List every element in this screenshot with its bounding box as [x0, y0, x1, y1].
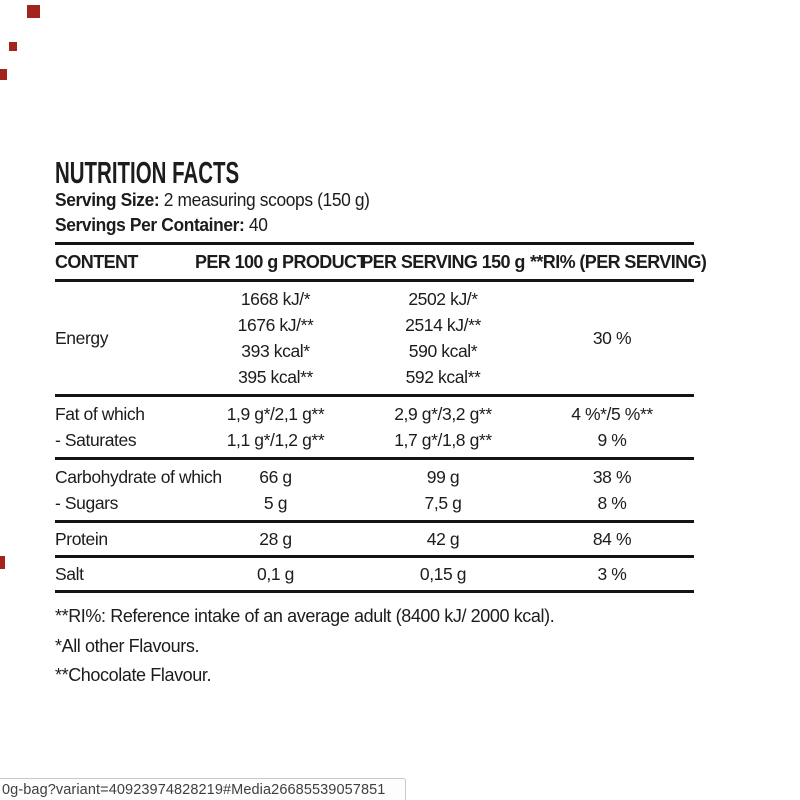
status-bar-url: 0g-bag?variant=40923974828219#Media26685539057851	[2, 782, 386, 798]
servings-per-container-value: 40	[248, 213, 268, 235]
nutrition-rows	[55, 282, 694, 593]
footnote-ri: **RI%: Reference intake of an average adult (8400 kJ/ 2000 kcal).	[55, 606, 555, 626]
cell-name: Salt	[55, 564, 84, 584]
footnotes	[55, 602, 694, 691]
serving-size-value: 2 measuring scoops (150 g)	[163, 189, 370, 210]
red-artifact-3	[0, 69, 7, 80]
cell-per-100g: 1,9 g*/2,1 g** 1,1 g*/1,2 g**	[226, 404, 325, 450]
footnote-chocolate-flavour: **Chocolate Flavour.	[55, 665, 212, 685]
header-per-serving: PER SERVING 150 g	[361, 251, 525, 272]
header-content: CONTENT	[55, 251, 138, 272]
table-row	[55, 558, 694, 593]
cell-name: Carbohydrate of which - Sugars	[55, 467, 222, 513]
cell-name: Fat of which - Saturates	[55, 404, 145, 450]
red-artifact-4	[0, 556, 5, 569]
table-row	[55, 397, 694, 460]
red-artifact-1	[27, 5, 40, 18]
header-ri-percent: **RI% (PER SERVING)	[530, 251, 707, 272]
table-row	[55, 282, 694, 397]
cell-ri-percent: 4 %*/5 %** 9 %	[571, 404, 653, 450]
cell-name: Protein	[55, 529, 108, 549]
red-artifact-2	[9, 42, 17, 51]
cell-per-serving: 2,9 g*/3,2 g** 1,7 g*/1,8 g**	[394, 404, 492, 450]
cell-per-100g: 28 g	[259, 529, 292, 549]
servings-per-container-line	[55, 213, 656, 238]
cell-per-serving: 2502 kJ/* 2514 kJ/** 590 kcal* 592 kcal**	[405, 289, 481, 387]
cell-per-100g: 66 g 5 g	[259, 467, 292, 513]
cell-ri-percent: 38 % 8 %	[592, 467, 632, 513]
cell-ri-percent: 84 %	[592, 529, 632, 549]
serving-size-line	[55, 188, 656, 213]
table-row	[55, 523, 694, 558]
cell-per-100g: 0,1 g	[257, 564, 294, 584]
page-title: NUTRITION FACTS	[55, 155, 240, 190]
cell-per-serving: 99 g 7,5 g	[424, 467, 462, 513]
serving-size-label: Serving Size:	[55, 189, 160, 210]
cell-ri-percent: 30 %	[592, 328, 632, 348]
cell-per-serving: 42 g	[426, 529, 460, 549]
servings-per-container-label: Servings Per Container:	[55, 213, 245, 235]
cell-ri-percent: 3 %	[597, 564, 627, 584]
nutrition-table	[55, 242, 707, 593]
nutrition-label	[55, 155, 707, 691]
browser-status-bar	[0, 778, 406, 800]
table-header-row	[55, 242, 707, 282]
header-per-100g: PER 100 g PRODUCT	[195, 251, 367, 272]
table-row	[55, 460, 694, 523]
cell-per-100g: 1668 kJ/* 1676 kJ/** 393 kcal* 395 kcal**	[237, 289, 314, 387]
cell-per-serving: 0,15 g	[419, 564, 467, 584]
footnote-all-other-flavours: *All other Flavours.	[55, 635, 200, 656]
cell-name: Energy	[55, 328, 109, 348]
